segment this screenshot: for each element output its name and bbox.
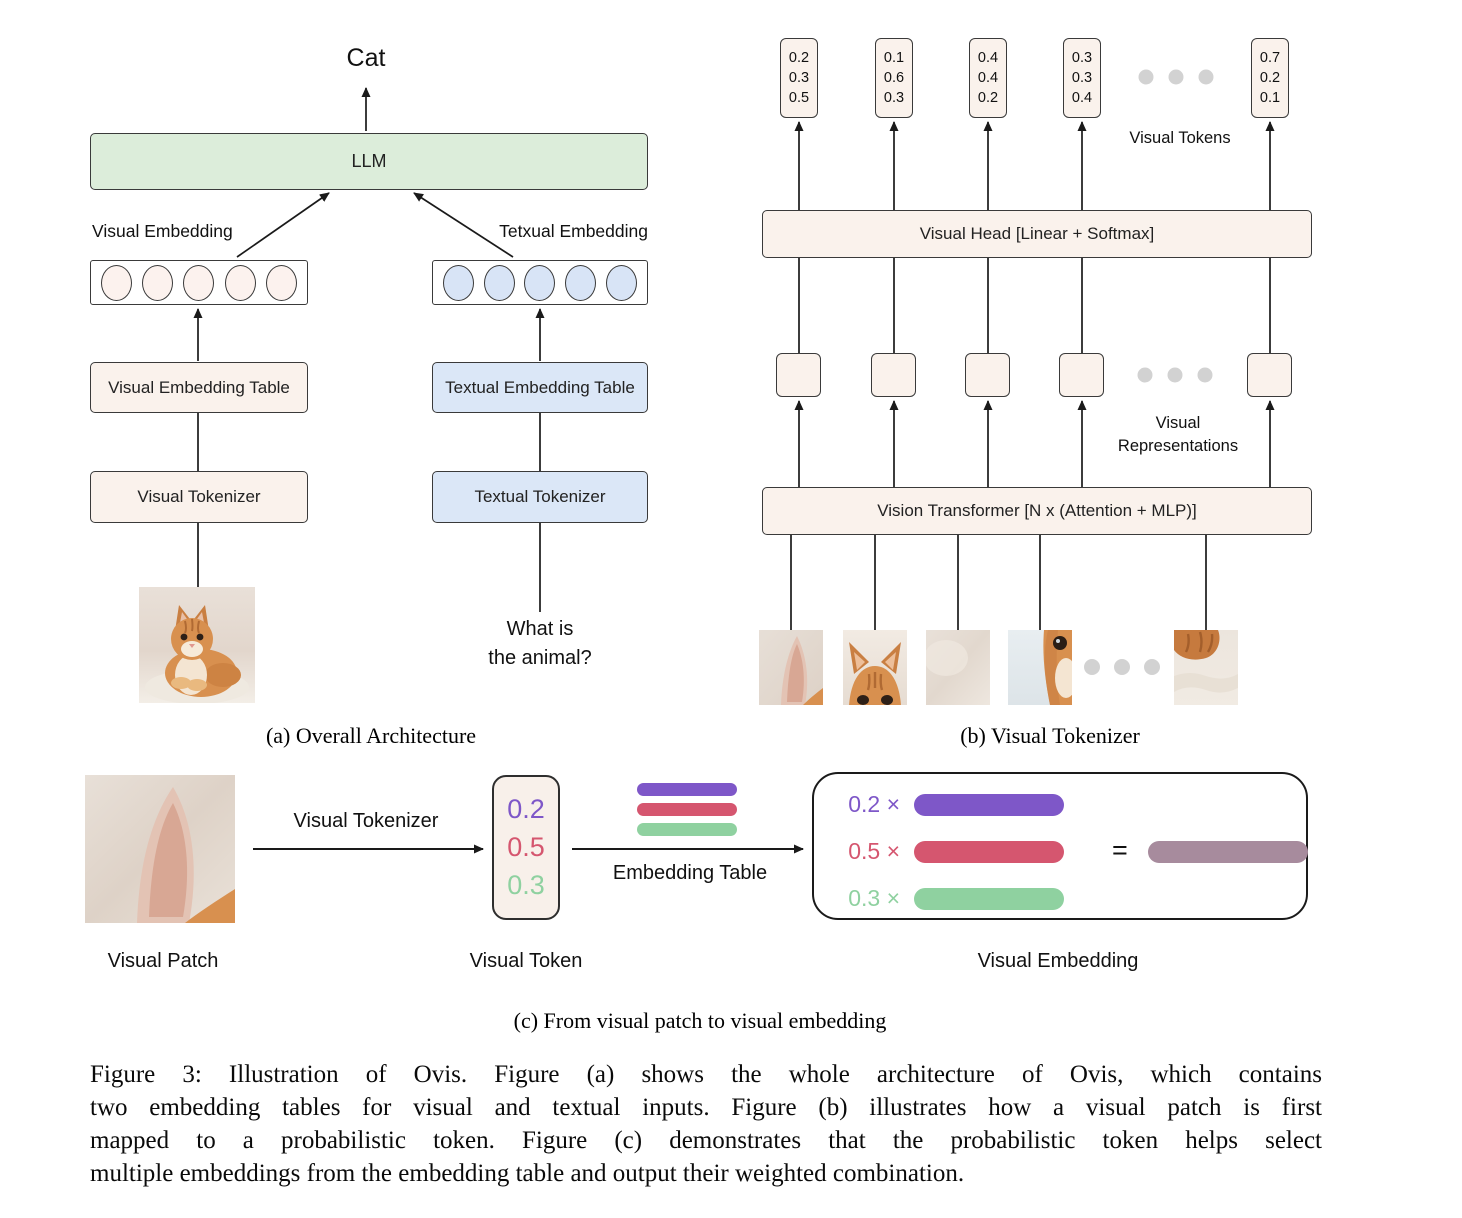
token-value: 0.2	[1259, 70, 1281, 86]
result-embedding-bar	[1148, 841, 1308, 863]
vision-transformer-box: Vision Transformer [N x (Attention + MLP)]	[762, 487, 1312, 535]
embedding-circle	[225, 265, 256, 301]
visual-representations-label	[1118, 412, 1238, 458]
token-value: 0.5	[788, 90, 810, 106]
figure-caption-line: Figure 3: Illustration of Ovis. Figure (a) shows the whole architecture of Ovis, which contains	[90, 1061, 1322, 1088]
visual-representation-box-2	[871, 353, 916, 397]
caption-panel-a: (a) Overall Architecture	[265, 723, 477, 748]
visual-token-box-1	[780, 38, 818, 118]
caption-panel-b: (b) Visual Tokenizer	[960, 723, 1140, 748]
token-value-rose: 0.5	[507, 832, 545, 862]
visual-patch-image	[85, 775, 235, 923]
embedding-circle	[101, 265, 132, 301]
token-value: 0.2	[977, 90, 999, 106]
visual-representations-line-2: Representations	[1117, 437, 1239, 455]
embedding-circle	[606, 265, 637, 301]
embedding-circle	[565, 265, 596, 301]
embedding-circle	[266, 265, 297, 301]
weighted-row-rose	[828, 838, 1064, 865]
token-value: 0.3	[1071, 50, 1093, 66]
weight-coef: 0.5 ×	[848, 838, 900, 864]
token-value: 0.4	[977, 50, 999, 66]
token-value: 0.1	[1259, 90, 1281, 106]
output-label: Cat	[346, 44, 386, 72]
embedding-circle	[484, 265, 515, 301]
figure-caption-line: two embedding tables for visual and textual inputs. Figure (b) illustrates how a visual patch is first	[90, 1094, 1322, 1121]
patch-image-head	[843, 630, 907, 705]
probabilistic-token-box	[492, 775, 560, 920]
visual-token-box-2	[875, 38, 913, 118]
embedding-bar-purple	[914, 794, 1064, 816]
visual-tokenizer-box: Visual Tokenizer	[90, 471, 308, 523]
visual-token-label: Visual Token	[469, 950, 583, 972]
patch-image-ear	[759, 630, 823, 705]
figure-caption-line: multiple embeddings from the embedding table and output their weighted combination.	[90, 1160, 965, 1187]
textual-tokenizer-box: Textual Tokenizer	[432, 471, 648, 523]
weight-coef: 0.2 ×	[848, 791, 900, 817]
token-value: 0.7	[1259, 50, 1281, 66]
visual-embedding-row	[90, 260, 308, 305]
visual-token-box-4	[1063, 38, 1101, 118]
figure-caption-line: mapped to a probabilistic token. Figure (c) demonstrates that the probabilistic token helps select	[90, 1127, 1322, 1154]
embedding-bar-green	[914, 888, 1064, 910]
caption-panel-c: (c) From visual patch to visual embedding	[513, 1008, 887, 1033]
token-value: 0.2	[788, 50, 810, 66]
visual-embedding-label: Visual Embedding	[92, 221, 233, 241]
question-text	[488, 615, 591, 673]
arrow-visual-emb-to-llm	[237, 193, 329, 257]
visual-head-box: Visual Head [Linear + Softmax]	[762, 210, 1312, 258]
embedding-circle	[524, 265, 555, 301]
embedding-circle	[443, 265, 474, 301]
question-line-2: the animal?	[488, 647, 592, 669]
embedding-bar-rose	[637, 803, 737, 816]
weight-coef: 0.3 ×	[848, 885, 900, 911]
embedding-bar-purple	[637, 783, 737, 796]
cat-image	[139, 587, 255, 703]
visual-representation-box-5	[1247, 353, 1292, 397]
embedding-circle	[183, 265, 214, 301]
textual-embedding-table-box: Textual Embedding Table	[432, 362, 648, 413]
visual-tokens-label: Visual Tokens	[1129, 129, 1231, 147]
visual-embedding-table-box: Visual Embedding Table	[90, 362, 308, 413]
token-value: 0.1	[883, 50, 905, 66]
arrow-textual-emb-to-llm	[414, 193, 513, 257]
patch-image-blur	[926, 630, 990, 705]
token-value: 0.3	[1071, 70, 1093, 86]
visual-token-box-3	[969, 38, 1007, 118]
token-value: 0.4	[977, 70, 999, 86]
weighted-row-green	[828, 885, 1064, 912]
embedding-circle	[142, 265, 173, 301]
patch-image-paw	[1174, 630, 1238, 705]
token-value: 0.3	[788, 70, 810, 86]
weighted-row-purple	[828, 791, 1064, 818]
embedding-bar-green	[637, 823, 737, 836]
arrow1-label: Visual Tokenizer	[293, 810, 439, 832]
visual-representation-box-4	[1059, 353, 1104, 397]
token-value: 0.3	[883, 90, 905, 106]
visual-patch-label: Visual Patch	[107, 950, 219, 972]
textual-embedding-label: Tetxual Embedding	[499, 221, 648, 241]
token-value: 0.6	[883, 70, 905, 86]
visual-representations-line-1: Visual	[1155, 414, 1201, 432]
question-line-1: What is	[506, 618, 574, 640]
equals-sign: =	[1112, 835, 1128, 865]
visual-embedding-result-label: Visual Embedding	[977, 950, 1139, 972]
token-value-green: 0.3	[507, 870, 545, 900]
visual-representation-box-3	[965, 353, 1010, 397]
llm-box: LLM	[90, 133, 648, 190]
textual-embedding-row	[432, 260, 648, 305]
visual-token-box-5	[1251, 38, 1289, 118]
visual-representation-box-1	[776, 353, 821, 397]
patch-image-eye	[1008, 630, 1072, 705]
token-value-purple: 0.2	[507, 794, 545, 824]
figure-caption	[90, 1058, 1322, 1190]
token-value: 0.4	[1071, 90, 1093, 106]
embedding-bar-rose	[914, 841, 1064, 863]
arrow2-label: Embedding Table	[612, 862, 768, 884]
